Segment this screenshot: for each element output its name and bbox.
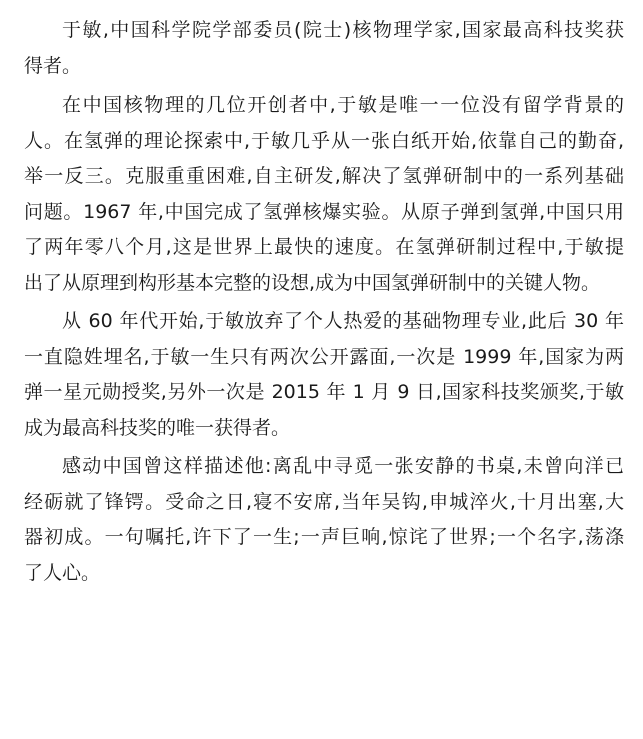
text-line: 器初成。一句嘱托,许下了一生;一声巨响,惊诧了世界;一个名字,荡涤 xyxy=(24,526,624,548)
text-line: 了人心。 xyxy=(24,561,101,584)
text-line: 问题。1967 年,中国完成了氢弹核爆实验。从原子弹到氢弹,中国只用 xyxy=(24,200,624,223)
text-line: 弹一星元勋授奖,另外一次是 2015 年 1 月 9 日,国家科技奖颁奖,于敏 xyxy=(24,381,624,403)
text-line: 了两年零八个月,这是世界上最快的速度。在氢弹研制过程中,于敏提 xyxy=(24,236,624,258)
paragraph-1 xyxy=(24,13,624,84)
document-body xyxy=(24,13,624,591)
text-line: 感动中国曾这样描述他:离乱中寻觅一张安静的书桌,未曾向洋已 xyxy=(62,455,624,477)
text-line: 人。在氢弹的理论探索中,于敏几乎从一张白纸开始,依靠自己的勤奋, xyxy=(24,129,624,152)
text-line: 举一反三。克服重重困难,自主研发,解决了氢弹研制中的一系列基础 xyxy=(24,165,624,187)
paragraph-2 xyxy=(24,88,624,301)
paragraph-4 xyxy=(24,449,624,591)
paragraph-3 xyxy=(24,304,624,446)
text-line: 经砺就了锋锷。受命之日,寝不安席,当年吴钩,申城淬火,十月出塞,大 xyxy=(24,490,624,513)
text-line: 得者。 xyxy=(24,54,82,77)
text-line: 一直隐姓埋名,于敏一生只有两次公开露面,一次是 1999 年,国家为两 xyxy=(24,345,624,368)
text-line: 从 60 年代开始,于敏放弃了个人热爱的基础物理专业,此后 30 年 xyxy=(62,310,624,332)
text-line: 成为最高科技奖的唯一获得者。 xyxy=(24,416,291,439)
text-line: 在中国核物理的几位开创者中,于敏是唯一一位没有留学背景的 xyxy=(62,94,624,116)
text-line: 出了从原理到构形基本完整的设想,成为中国氢弹研制中的关键人物。 xyxy=(24,271,601,294)
text-line: 于敏,中国科学院学部委员(院士)核物理学家,国家最高科技奖获 xyxy=(62,19,624,41)
